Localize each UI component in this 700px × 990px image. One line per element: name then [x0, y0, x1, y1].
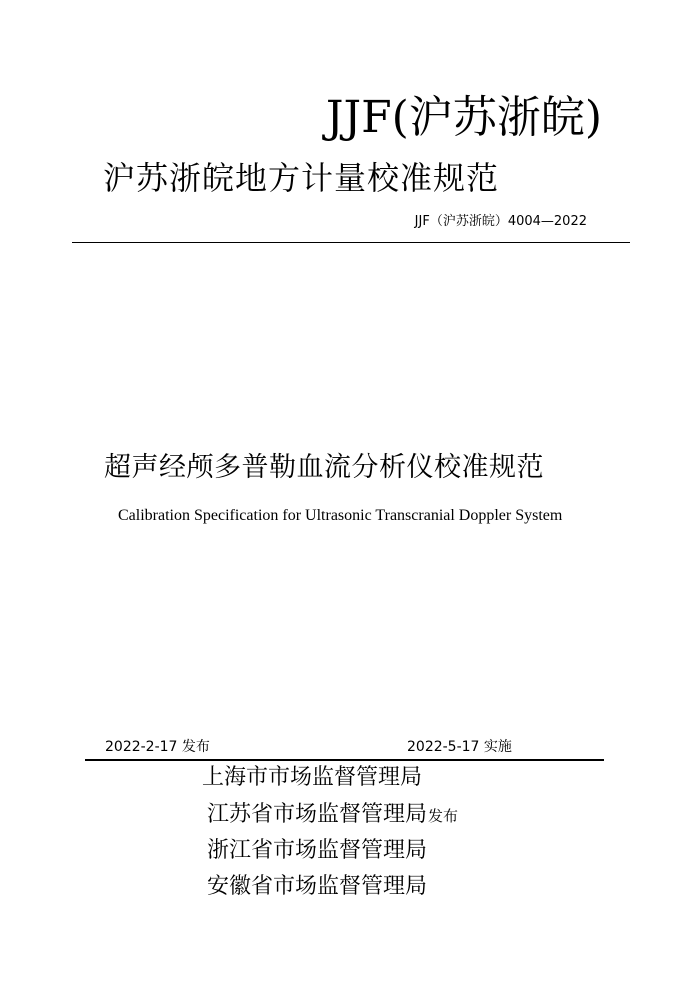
- publish-label: 发布: [428, 807, 459, 825]
- standard-code: JJF(沪苏浙皖): [325, 92, 602, 143]
- issue-date: 2022-2-17 发布: [105, 739, 210, 755]
- series-title: 沪苏浙皖地方计量校准规范: [103, 159, 500, 197]
- footer-divider: [85, 759, 604, 761]
- document-number: JJF（沪苏浙皖）4004—2022: [414, 214, 587, 229]
- header-divider: [72, 242, 630, 243]
- issuer-anhui: 安徽省市场监督管理局: [207, 874, 428, 899]
- issuer-shanghai: 上海市市场监督管理局: [202, 765, 423, 790]
- document-title: 超声经颅多普勒血流分析仪校准规范: [104, 452, 544, 483]
- issuer-zhejiang: 浙江省市场监督管理局: [207, 838, 428, 863]
- issuer-jiangsu: 江苏省市场监督管理局: [207, 802, 428, 827]
- document-title-english: Calibration Specification for Ultrasonic Transcranial Doppler System: [118, 507, 563, 524]
- implementation-date: 2022-5-17 实施: [407, 739, 512, 755]
- issuer-jiangsu-row: [207, 799, 458, 832]
